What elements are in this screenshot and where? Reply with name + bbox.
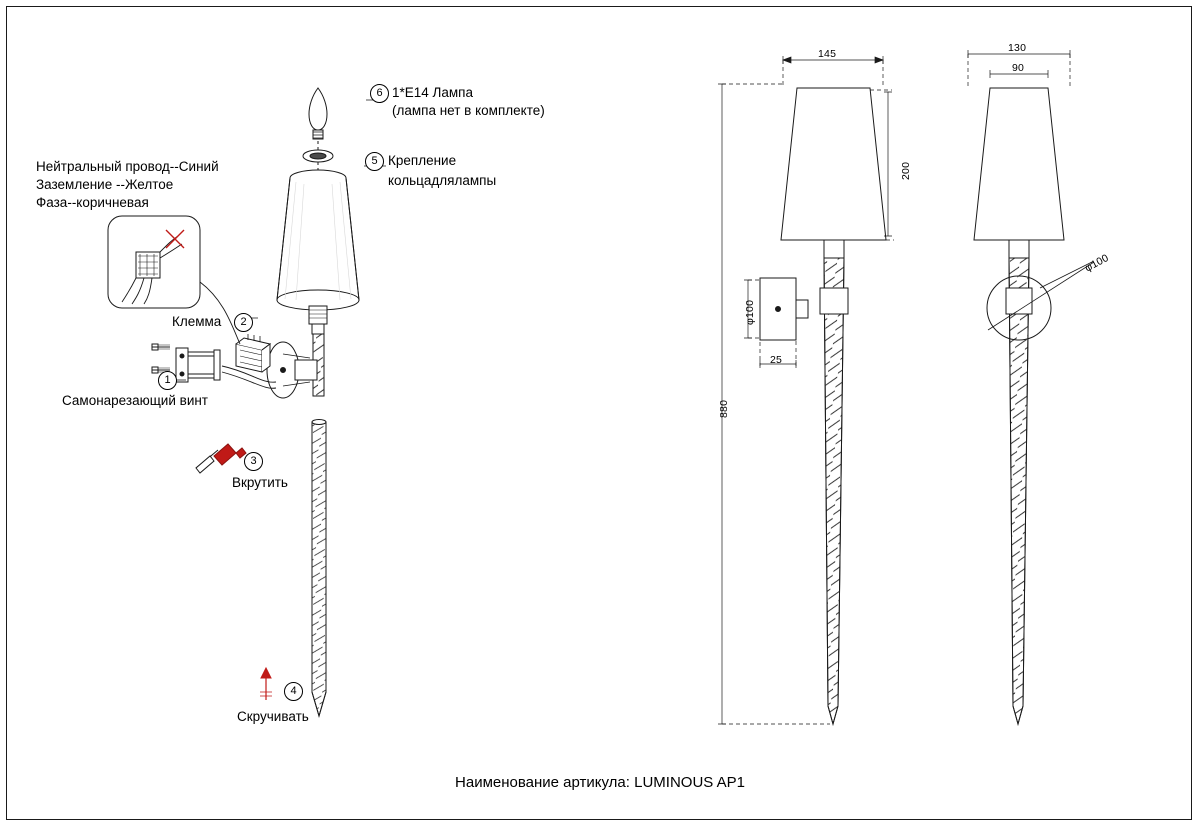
dim-back-plate-diameter: φ100 <box>1082 251 1111 275</box>
page-border <box>6 6 1192 820</box>
callout-4-marker: 4 <box>284 682 303 701</box>
ring-label-line1: Крепление <box>388 153 457 168</box>
article-caption: Наименование артикула: LUMINOUS AP1 <box>455 774 745 791</box>
screw-label: Самонарезающий винт <box>62 393 208 408</box>
terminal-label: Клемма <box>172 314 222 329</box>
dim-total-height-880: 880 <box>718 399 730 418</box>
callout-1-marker: 1 <box>158 371 177 390</box>
dim-shade-height-200: 200 <box>900 161 912 180</box>
ring-label-line2: кольцадлялампы <box>388 173 497 188</box>
twist-label: Скручивать <box>237 709 309 724</box>
wiring-note-line3: Фаза--коричневая <box>36 195 149 210</box>
dim-shade-top-90: 90 <box>1012 62 1025 74</box>
dim-plate-depth-25: 25 <box>770 354 783 366</box>
wiring-note-line1: Нейтральный провод--Синий <box>36 159 219 174</box>
callout-2-marker: 2 <box>234 313 253 332</box>
lamp-label-line2: (лампа нет в комплекте) <box>392 103 545 118</box>
screw-in-label: Вкрутить <box>232 475 288 490</box>
dim-plate-diameter-front: φ100 <box>744 299 756 325</box>
dim-shade-width-145: 145 <box>818 48 837 60</box>
callout-5-marker: 5 <box>365 152 384 171</box>
wiring-note-line2: Заземление --Желтое <box>36 177 174 192</box>
lamp-label-line1: 1*E14 Лампа <box>392 85 473 100</box>
dim-top-width-130: 130 <box>1008 42 1027 54</box>
callout-6-marker: 6 <box>370 84 389 103</box>
callout-3-marker: 3 <box>244 452 263 471</box>
